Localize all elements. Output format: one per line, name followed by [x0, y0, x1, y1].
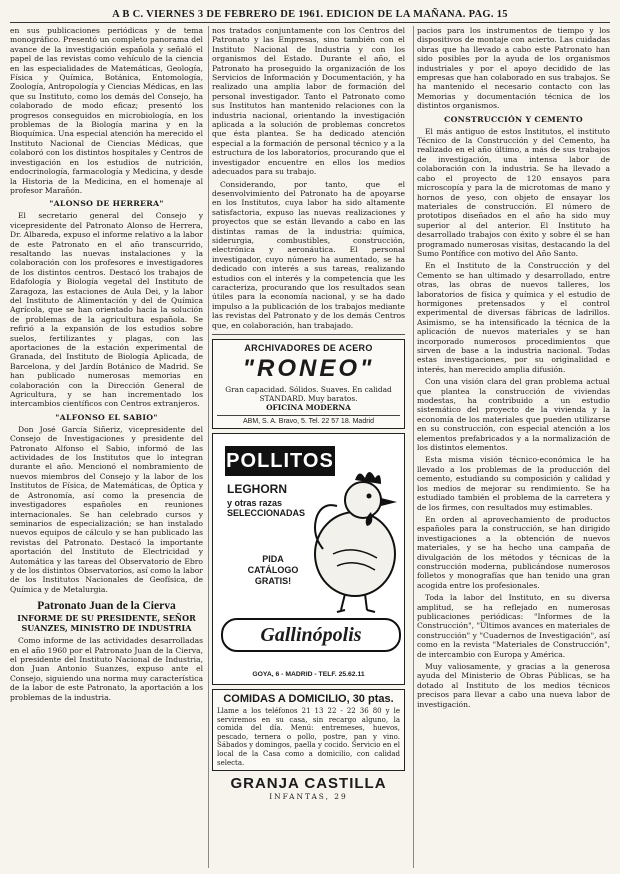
paragraph: Don José García Siñeriz, vicepresidente del Consejo de Investigaciones y presidente del Patronato Alfonso el Sabio, informó de las actividades de los Institutos que lo integran durante el año. Mencionó el nombramiento de nuevos miembros del Consejo y la labor de los Institutos de Física, de Matemáticas, de Óptica y de Astronomía, así como la presencia de investigadores españoles en reuniones internacionales. Se han celebrado cursos y seminarios de especialización; se han instalado nuevos equipos de cálculo y se han publicado las revistas del Patronato. Destacó la importante aportación del Instituto de Electricidad y Automática y las tareas del Observatorio de Ebro y de los distintos Observatorios, así como la labor de los Institutos Nacionales de Geofísica, de Química y de Metalurgia. [10, 424, 203, 594]
paragraph: En el Instituto de la Construcción y del Cemento se han ultimado y desarrollado, entre otras, las obras de nuevos talleres, los laboratorios de física y química y el estudio de hormigones pretensados y el control experimental de diversas fábricas de ladrillos. Asimismo, se ha intensificado la técnica de la aplicación de nuevos materiales y se han incorporado numerosos procedimientos que sirven de base a la industria nacional. Todas estas investigaciones, por su originalidad e interés, han merecido amplia difusión. [417, 261, 610, 374]
ad-comidas-body: Llame a los teléfonos 21 13 22 - 22 36 80 y le serviremos en su casa, sin recargo alguno, la comida del día. Menú: entremeses, huevos, pescado, ternera o pollo, postre, pan y vino. Sábados y domingos, paella y cocido. Servicio en el local de la Casa como a domicilio, con calidad selecta. [217, 707, 400, 767]
ad-pollos-address: GOYA, 6 - MADRID - TELF. 25.62.11 [252, 671, 365, 678]
paragraph: En orden al aprovechamiento de productos españoles para la construcción, se han dirigido investigaciones a la obtención de nuevos materiales, y se ha hecho una campaña de divulgación de los métodos y técnicas de la construcción moderna, publicándose numerosos folletos y monografías que han tenido una gran acogida entre los profesionales. [417, 514, 610, 590]
divider [212, 334, 405, 335]
paragraph: El más antiguo de estos Institutos, el instituto Técnico de la Construcción y del Cemento, ha realizado en el año último, a más de sus trabajos de investigación, una intensa labor de colaboración con la industria. Se ha llevado a cabo el proyecto de 120 ensayos para microscopía y para la de microtomas de mano y hornos de yeso, con objeto de ensayar los materiales de construcción. El número de prototipos diseñados en el año ha sido muy superior al del anterior. El Instituto ha desarrollado trabajos con éxito y sobre él se han programado numerosas visitas, destacando la del Sumo Pontífice con motivo del Año Santo. [417, 126, 610, 258]
ad-roneo-tagline: OFICINA MODERNA [266, 403, 351, 412]
paragraph: Con una visión clara del gran problema actual que plantea la construcción de viviendas modestas, ha contribuido a un estudio sistemático del proyecto de la vivienda y la economía de los materiales que pueden utilizarse en su construcción, con especial atención a los elementos prefabricados y a la normalización de los distintos elementos. [417, 377, 610, 453]
ad-granja-castilla [212, 775, 405, 801]
ad-roneo-headline: ARCHIVADORES DE ACERO [244, 343, 373, 353]
ad-roneo [212, 339, 405, 429]
hen-illustration [293, 454, 405, 614]
subheading-alfonso-el-sabio: "ALFONSO EL SABIO" [55, 412, 158, 422]
ad-granja-street: INFANTAS, 29 [269, 792, 348, 802]
paragraph: Toda la labor del Instituto, en su diversa amplitud, se ha reflejado en numerosas publicaciones periódicas: "Informes de la Construcción", "Últimos avances en materiales de construcción" y "Cuadernos de Investigación", así como en la revista "Materiales de Construcción", de intercambio con Europa y América. [417, 593, 610, 659]
ad-pollos-breed: LEGHORN [227, 482, 287, 496]
ad-roneo-copy: Gran capacidad. Sólidos. Suaves. En calidad STANDARD. Muy baratos. [225, 385, 392, 403]
column-rule [208, 26, 209, 868]
paragraph: nos tratados conjuntamente con los Centros del Patronato y las Empresas, sino también con el Instituto Nacional de Industria y con los organismos del Estado. Durante el año, el Patronato ha proseguido la organización de los Servicios de Información y Documentación, y ha realizado una amplia labor de formación del personal investigador. Tanto el Patronato como sus Institutos han mantenido relaciones con la industria nacional, orientando la investigación aplicada a la solución de problemas concretos que ésta plantea. Se ha dedicado atención especial a la formación de personal técnico y a la estructura de los laboratorios, procurando que el investigador encuentre en ellos los medios adecuados para su trabajo. [212, 26, 405, 177]
paragraph: El secretario general del Consejo y vicepresidente del Patronato Alonso de Herrera, Dr. Albareda, expuso el informe relativo a la labor de este Patronato en el año transcurrido, resaltando las nuevas instalaciones y la colaboración con los profesores e investigadores de los distintos centros. Destacó los trabajos de Edafología y Biología vegetal del Instituto de Zaragoza, las estaciones de Aula Dei, y la labor del Instituto de Alimentación y del de Química Agrícola, que se han orientado hacia la solución de problemas de la agricultura española. Se refirió a la expansión de los estudios sobre suelos, fertilizantes y plagas, con las aportaciones de la estación experimental de Granada, del Instituto de Biología Aplicada, de Barcelona, y del Jardín Botánico de Madrid. Se han publicado numerosas memorias en colaboración con la Dirección General de Agricultura, y se han incrementado los intercambios científicos con Centros extranjeros. [10, 211, 203, 409]
ad-pollos-subtitle: y otras razas SELECCIONADAS [227, 498, 306, 518]
ad-granja-name: GRANJA CASTILLA [230, 775, 387, 793]
ad-pollos-catalog-callout: PIDA CATÁLOGO GRATIS! [247, 554, 299, 586]
article-columns [10, 26, 610, 868]
headline-juan-de-la-cierva: Patronato Juan de la Cierva [37, 600, 176, 613]
subheading-alonso-de-herrera: "ALONSO DE HERRERA" [49, 199, 164, 209]
paragraph: Muy valiosamente, y gracias a la generosa ayuda del Ministerio de Obras Públicas, se ha dotado al Instituto de los medios técnicos precisos para llevar a cabo una nueva labor de investigación. [417, 662, 610, 709]
ad-comidas [212, 689, 405, 771]
headline-deck: INFORME DE SU PRESIDENTE, SEÑOR SUANZES, MINISTRO DE INDUSTRIA [17, 613, 196, 633]
newspaper-page [10, 6, 610, 868]
paragraph: Considerando, por tanto, que el desenvolvimiento del Patronato ha de apoyarse en los Institutos, cuya labor ha sido altamente satisfactoria, expuso las nuevas realizaciones y proyectos que se están llevando a cabo en las distintas ramas de la industria: química, siderurgia, combustibles, construcción, electrónica y aeronáutica. El personal investigador, cuyo número ha aumentado, se ha dedicado con interés a sus tareas, realizando estudios con el interés y la competencia que les caracteriza, procurando que los resultados sean útiles para la economía nacional, y se ha dado impulso a la publicación de los trabajos mediante las revistas del Patronato y de los demás Centros que, en colaboración, han trabajado. [212, 179, 405, 330]
paragraph: pacios para los instrumentos de tiempo y los dispositivos de montaje con acierto. Las cuidadas obras que ha llevado a cabo este Patronato han sido posibles por la ayuda de los organismos industriales y por el apoyo decidido de las empresas que han colaborado en sus trabajos. Se ha mantenido el necesario contacto con las Memorias y documentación técnica de los distintos organismos. [417, 26, 610, 111]
ad-pollos-kicker: POLLITOS [225, 446, 335, 476]
paragraph: en sus publicaciones periódicas y de tema monográfico. Presentó un completo panorama del avance de la investigación española y señaló el papel de las revistas como vehículo de la ciencia en las especialidades de Matemáticas, Geología, Física y Química, Botánica, Entomología, Zoología, Antropología y Ciencias Médicas, en las que su Instituto, como los demás del Consejo, ha colaborado de modo eficaz; presentó los progresos conseguidos en microbiología, en los problemas de la Biología marina y en la Bioquímica. Una especial atención ha merecido el Instituto Nacional de Ciencias Médicas, que colaboró con los distintos hospitales y Centros de investigación en los estudios de nutrición, endocrinología, farmacología y Medicina, y desde la Historia de la Medicina, en el homenaje al profesor Marañón. [10, 26, 203, 195]
ad-comidas-title: COMIDAS A DOMICILIO, 30 ptas. [223, 693, 394, 705]
ad-pollos-brand: Gallinópolis [221, 618, 401, 652]
column-left [10, 26, 203, 868]
paragraph: Como informe de las actividades desarrolladas en el año 1960 por el Patronato Juan de la Cierva, el presidente del Instituto Nacional de Industria, don Juan Antonio Suanzes, expuso ante el Consejo, siguiendo una norma muy característica de la labor de este Patronato, la aportación a los problemas de la industria. [10, 636, 203, 702]
paragraph: Esta misma visión técnico-económica le ha llevado a los problemas de la producción del cemento, estudiando su composición y calidad y los medios de mejorar su rendimiento. Se ha estudiado también el problema de la carretera y de los firmes, con resultados muy estimables. [417, 455, 610, 512]
ad-roneo-address: ABM, S. A. Bravo, 5. Tel. 22 57 18. Madrid [217, 415, 400, 425]
ad-gallinopolis [212, 433, 405, 685]
ad-roneo-brand: "RONEO" [242, 355, 375, 382]
masthead [10, 6, 610, 23]
column-center [212, 26, 405, 868]
masthead-text: A B C. VIERNES 3 DE FEBRERO DE 1961. EDICION DE LA MAÑANA. PAG. 15 [112, 8, 508, 20]
column-right [417, 26, 610, 868]
subheading-construccion-y-cemento: CONSTRUCCIÓN Y CEMENTO [444, 114, 583, 124]
column-rule [413, 26, 414, 868]
